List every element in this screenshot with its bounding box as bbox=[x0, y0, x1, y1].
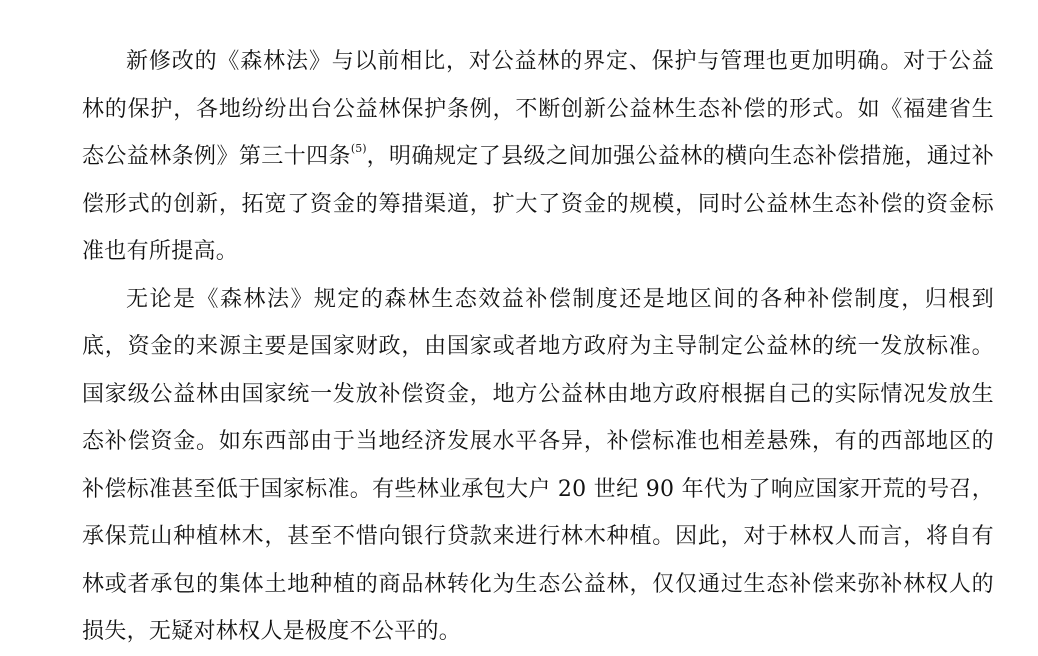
paragraph-1-text-before-note: 新修改的《森林法》与以前相比，对公益林的界定、保护与管理也更加明确。对于公益林的保护，各地纷纷出台公益林保护条例，不断创新公益林生态补偿的形式。如《福建省生态公益林条例》第三十四条 bbox=[82, 49, 994, 169]
paragraph-2: 无论是《森林法》规定的森林生态效益补偿制度还是地区间的各种补偿制度，归根到底，资金的来源主要是国家财政，由国家或者地方政府为主导制定公益林的统一发放标准。国家级公益林由国家统一发放补偿资金，地方公益林由地方政府根据自己的实际情况发放生态补偿资金。如东西部由于当地经济发展水平各异，补偿标准也相差悬殊，有的西部地区的补偿标准甚至低于国家标准。有些林业承包大户 20 世纪 90 年代为了响应国家开荒的号召，承保荒山种植林木，甚至不惜向银行贷款来进行林木种植。因此，对于林权人而言，将自有林或者承包的集体土地种植的商品林转化为生态公益林，仅仅通过生态补偿来弥补林权人的损失，无疑对林权人是极度不公平的。 bbox=[82, 286, 994, 644]
document-page bbox=[82, 38, 994, 656]
paragraph-1-text-after-note: ，明确规定了县级之间加强公益林的横向生态补偿措施，通过补偿形式的创新，拓宽了资金的筹措渠道，扩大了资金的规模，同时公益林生态补偿的资金标准也有所提高。 bbox=[82, 144, 994, 264]
paragraph-1 bbox=[82, 38, 994, 276]
footnote-marker[interactable]: (5) bbox=[350, 141, 367, 155]
